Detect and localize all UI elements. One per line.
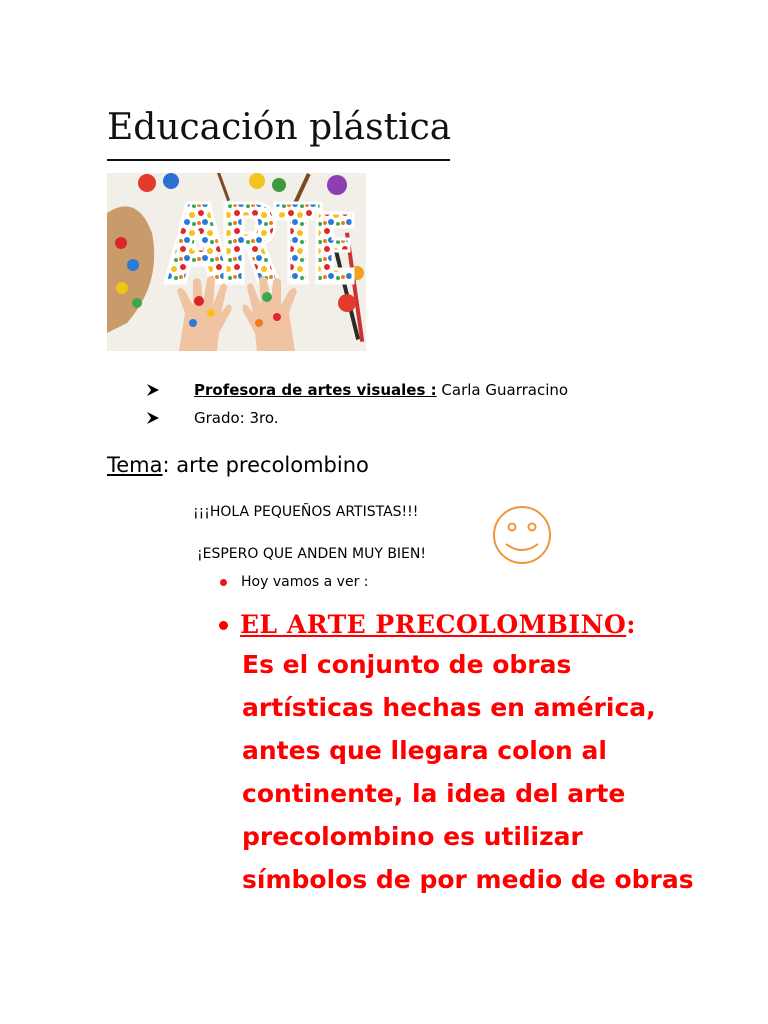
arrow-bullet-icon bbox=[146, 411, 160, 425]
greeting-line-1: ¡¡¡HOLA PEQUEÑOS ARTISTAS!!! bbox=[193, 504, 419, 520]
teacher-name: Carla Guarracino bbox=[436, 381, 569, 399]
definition-body bbox=[242, 643, 694, 901]
definition-line: antes que llegara colon al bbox=[242, 736, 607, 765]
intro-text: Hoy vamos a ver : bbox=[241, 574, 369, 590]
definition-block bbox=[219, 607, 694, 901]
greeting-line-2: ¡ESPERO QUE ANDEN MUY BIEN! bbox=[197, 546, 426, 562]
definition-line: continente, la idea del arte bbox=[242, 779, 626, 808]
definition-line: precolombino es utilizar bbox=[242, 822, 583, 851]
topic-line bbox=[107, 450, 369, 480]
bullet-dot-icon bbox=[220, 579, 227, 586]
title-underline bbox=[107, 159, 450, 161]
arte-hero-image bbox=[107, 173, 366, 351]
smiley-face-icon bbox=[488, 504, 556, 566]
definition-line: Es el conjunto de obras bbox=[242, 650, 572, 679]
list-item bbox=[220, 574, 369, 590]
list-item bbox=[146, 404, 568, 432]
arrow-bullet-icon bbox=[146, 383, 160, 397]
page-title: Educación plástica bbox=[107, 107, 452, 148]
bullet-dot-icon bbox=[219, 621, 228, 630]
list-item bbox=[146, 376, 568, 404]
grade-text: Grado: 3ro. bbox=[194, 409, 279, 427]
definition-line: artísticas hechas en américa, bbox=[242, 693, 656, 722]
definition-heading: EL ARTE PRECOLOMBINO bbox=[240, 610, 627, 639]
definition-colon: : bbox=[626, 610, 636, 639]
definition-heading-row bbox=[219, 607, 689, 643]
teacher-label: Profesora de artes visuales : bbox=[194, 381, 437, 399]
arte-collage-picture bbox=[107, 173, 366, 351]
info-list bbox=[146, 376, 568, 432]
topic-value: : arte precolombino bbox=[162, 453, 369, 477]
definition-line: símbolos de por medio de obras bbox=[242, 865, 694, 894]
topic-label: Tema bbox=[107, 453, 163, 477]
intro-list bbox=[220, 574, 369, 590]
